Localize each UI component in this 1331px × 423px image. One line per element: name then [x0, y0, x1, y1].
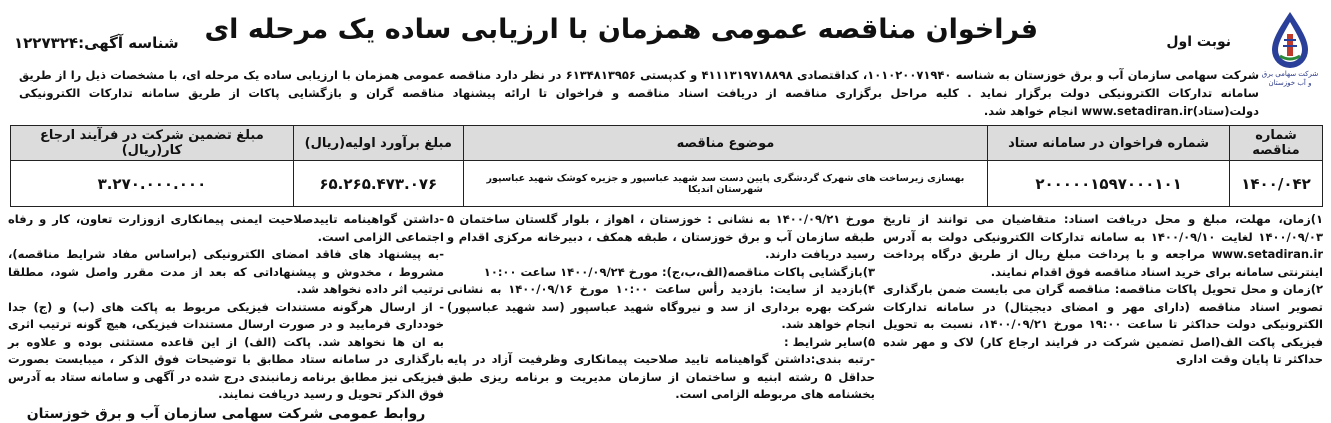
condition-physical-docs: - از ارسال هرگونه مستندات فیزیکی مربوط به پاکت های (ب) و (ج) جدا خودداری فرمایید و در صورت ارسال مستندات فیزیکی، هیچ گونه ترتیب اثری به ان ها نخواهد شد. پاکت (الف) از این قاعده مستثنی بوده و علاوه بر بارگذاری در سامانه ستاد مطابق با توضیحات فوق الذکر ، میبایست بصورت فیزیکی نیز مطابق برنامه زمانبندی درج شده در آگهی و سامانه ستاد به آدرس فوق الذکر تحویل و رسید دریافت نمایند. [8, 299, 444, 404]
col-estimate: مبلغ برآورد اولیه(ریال) [293, 126, 463, 161]
organization-logo [1259, 10, 1321, 102]
left-column [8, 211, 444, 423]
water-drop-logo-icon [1268, 10, 1312, 68]
col-subject: موضوع مناقصه [463, 126, 987, 161]
table-header-row [11, 126, 1323, 161]
page-title: فراخوان مناقصه عمومی همزمان با ارزیابی ساده یک مرحله ای [204, 14, 1038, 45]
condition-5: ۵)سایر شرایط : [447, 334, 875, 352]
condition-3: ۳)بازگشایی پاکات مناقصه(الف،ب،ج): مورخ ۱۴۰۰/۰۹/۲۴ ساعت ۱۰:۰۰ [447, 264, 875, 282]
logo-caption: شرکت سهامی برق و آب خوزستان [1259, 70, 1321, 88]
table-row [11, 161, 1323, 207]
condition-signature-rule: -به پیشنهاد های فاقد امضای الکترونیکی (براساس مفاد شرایط مناقصه)، مشروط ، مخدوش و پیشنهاداتی که بعد از مدت مقرر واصل شود، مطلقا ترتیب اثر داده نخواهد شد. [8, 246, 444, 299]
condition-4: ۴)بازدید از سایت: بازدید رأس ساعت ۱۰:۰۰ مورخ ۱۴۰۰/۰۹/۱۶ به نشانی شرکت بهره برداری از سد و نیروگاه شهید عباسپور (سد شهید عباسپور) انجام خواهد شد. [447, 281, 875, 334]
cell-subject: بهسازی زیرساخت های شهرک گردشگری پایین دست سد شهید عباسپور و جزیره کوشک شهید عباسپور شهرستان اندیکا [463, 161, 987, 207]
condition-1: ۱)زمان، مهلت، مبلغ و محل دریافت اسناد: متقاضیان می توانند از تاریخ ۱۴۰۰/۰۹/۰۳ لغایت ۱۴۰۰/۰۹/۱۰ به سامانه تدارکات الکترونیکی دولت به آدرس www.setadiran.ir مراجعه و با پرداخت مبلغ ریال از طریق درگاه پرداخت اینترنتی سامانه برای خرید اسناد مناقصه فوق اقدام نمایند. [883, 211, 1323, 281]
col-setad-no: شماره فراخوان در سامانه ستاد [988, 126, 1230, 161]
condition-2: ۲)زمان و محل تحویل پاکات مناقصه: مناقصه گران می بایست ضمن بارگذاری تصویر اسناد مناقصه (دارای مهر و امضای دیجیتال) در سامانه تدارکات الکترونیکی دولت حداکثر تا ساعت ۱۹:۰۰ مورخ ۱۴۰۰/۰۹/۲۱، نسبت به تحویل فیزیکی پاکت الف(اصل تضمین شرکت در فرایند ارجاع کار) لاک و مهر شده حداکثر تا پایان وقت اداری [883, 281, 1323, 369]
cell-estimate: ۶۵.۲۶۵.۴۷۳.۰۷۶ [293, 161, 463, 207]
condition-5-rank: -رتبه بندی:داشتن گواهینامه تایید صلاحیت پیمانکاری وظرفیت آزاد در پایه حداقل ۵ رشته ابنیه و ساختمان از سازمان مدیریت و برنامه ریزی طبق بخشنامه های مربوطه الزامی است. [447, 351, 875, 404]
right-column [883, 211, 1323, 369]
condition-2-cont: مورخ ۱۴۰۰/۰۹/۲۱ به نشانی : خوزستان ، اهواز ، بلوار گلستان ساختمان ۵ طبقه سازمان آب و برق خوزستان ، طبقه همکف ، دبیرخانه مرکزی اقدام و رسید دریافت دارند. [447, 211, 875, 264]
tender-table [10, 125, 1323, 207]
signature: روابط عمومی شرکت سهامی سازمان آب و برق خوزستان [8, 406, 444, 423]
cell-setad-no: ۲۰۰۰۰۰۱۵۹۷۰۰۰۱۰۱ [988, 161, 1230, 207]
ad-id: شناسه آگهی:۱۲۲۷۳۲۴ [14, 34, 179, 52]
col-tender-no: شماره مناقصه [1230, 126, 1323, 161]
conditions-section [8, 211, 1323, 407]
middle-column [447, 211, 875, 404]
intro-paragraph: شرکت سهامی سازمان آب و برق خوزستان به شناسه ۱۰۱۰۲۰۰۷۱۹۴۰، کداقتصادی ۴۱۱۱۳۱۹۷۱۸۸۹۸ و کدپستی ۶۱۳۴۸۱۳۹۵۶ در نظر دارد مناقصه عمومی همزمان با ارزیابی ساده یک مرحله ای، با مشخصات ذیل را از طریق سامانه تدارکات الکترونیکی دولت برگزار نماید . کلیه مراحل برگزاری مناقصه از دریافت اسناد مناقصه و فراخوان تا ارائه پیشنهاد مناقصه گران و بازگشایی پاکات از طریق سامانه تدارکات الکترونیکی دولت(ستاد)www.setadiran.ir انجام خواهد شد. [19, 66, 1259, 120]
col-guarantee: مبلغ تضمین شرکت در فرآیند ارجاع کار(ریال) [11, 126, 294, 161]
cell-guarantee: ۳.۲۷۰.۰۰۰.۰۰۰ [11, 161, 294, 207]
notice-header [8, 4, 1323, 66]
condition-safety: -داشتن گواهینامه تاییدصلاحیت ایمنی پیمانکاری ازوزارت تعاون، کار و رفاه اجتماعی الزامی است. [8, 211, 444, 246]
edition-label: نوبت اول [1166, 34, 1231, 50]
cell-tender-no: ۱۴۰۰/۰۴۲ [1230, 161, 1323, 207]
